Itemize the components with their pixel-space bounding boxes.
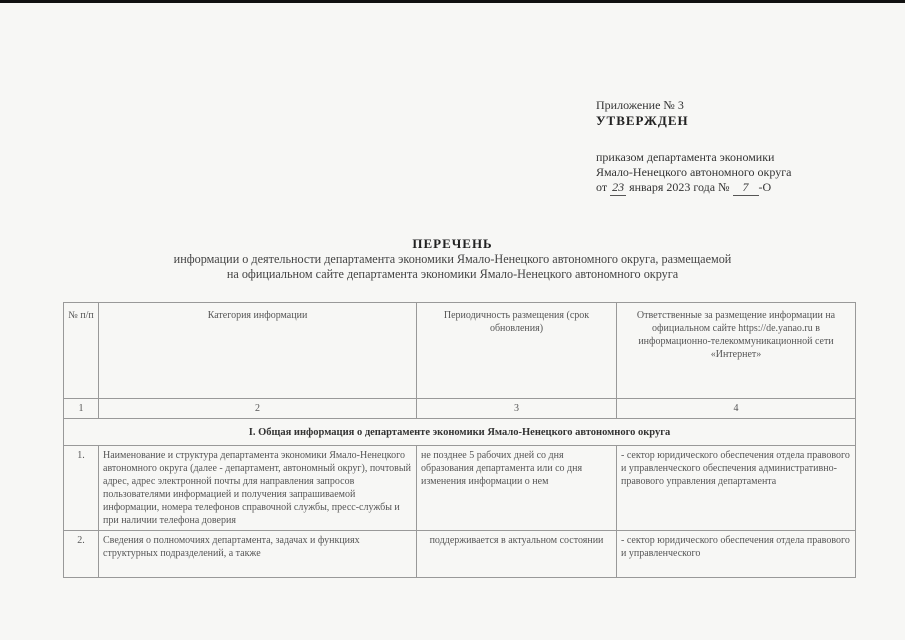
approval-block — [596, 98, 896, 196]
table-header-row — [64, 303, 856, 399]
doc-number: 7 — [733, 180, 759, 196]
information-table — [63, 302, 856, 578]
appendix-label: Приложение № 3 — [596, 98, 684, 112]
row-number: 2. — [64, 531, 99, 578]
table-row — [64, 531, 856, 578]
date-rest: января 2023 года № — [629, 180, 730, 194]
column-number: 1 — [64, 399, 99, 419]
document-title: ПЕРЕЧЕНЬ — [412, 236, 493, 251]
row-responsible: - сектор юридического обеспечения отдела правового и управленческого — [617, 531, 856, 578]
order-line: приказом департамента экономики — [596, 150, 775, 164]
date-day: 23 — [612, 180, 625, 194]
header-responsible: Ответственные за размещение информации на официальном сайте https://de.yanao.ru в информационно-телекоммуникационной сети «Интернет» — [617, 303, 856, 399]
row-period: не позднее 5 рабочих дней со дня образования департамента или со дня изменения информации о нем — [417, 446, 617, 531]
row-period: поддерживается в актуальном состоянии — [417, 531, 617, 578]
column-number: 2 — [99, 399, 417, 419]
top-border-line — [0, 0, 905, 3]
column-number-row — [64, 399, 856, 419]
row-category: Сведения о полномочиях департамента, задачах и функциях структурных подразделений, а также — [99, 531, 417, 578]
document-subtitle — [90, 252, 815, 282]
authority-line: Ямало-Ненецкого автономного округа — [596, 165, 792, 179]
column-number: 3 — [417, 399, 617, 419]
row-number: 1. — [64, 446, 99, 531]
row-responsible: - сектор юридического обеспечения отдела правового и управленческого обеспечения административно-правового управления департамента — [617, 446, 856, 531]
subtitle-line-2: на официальном сайте департамента экономики Ямало-Ненецкого автономного округа — [226, 267, 679, 281]
header-number: № п/п — [64, 303, 99, 399]
date-prefix: от — [596, 180, 608, 194]
order-date-line — [596, 180, 896, 196]
section-title: I. Общая информация о департаменте экономики Ямало-Ненецкого автономного округа — [64, 419, 856, 446]
subtitle-line-1: информации о деятельности департамента экономики Ямало-Ненецкого автономного округа, размещаемой — [173, 252, 732, 266]
header-period: Периодичность размещения (срок обновления) — [417, 303, 617, 399]
section-row — [64, 419, 856, 446]
row-category: Наименование и структура департамента экономики Ямало-Ненецкого автономного округа (далее - департамент, автономный округ), почтовый адрес, адрес электронной почты для направления запросов пользователями информацией и получения запрашиваемой информации, номера телефонов справочной службы, пресс-службы и при наличии телефона доверия — [99, 446, 417, 531]
doc-suffix: -О — [758, 180, 772, 194]
table-row — [64, 446, 856, 531]
approved-label: УТВЕРЖДЕН — [596, 113, 689, 128]
column-number: 4 — [617, 399, 856, 419]
header-category: Категория информации — [99, 303, 417, 399]
